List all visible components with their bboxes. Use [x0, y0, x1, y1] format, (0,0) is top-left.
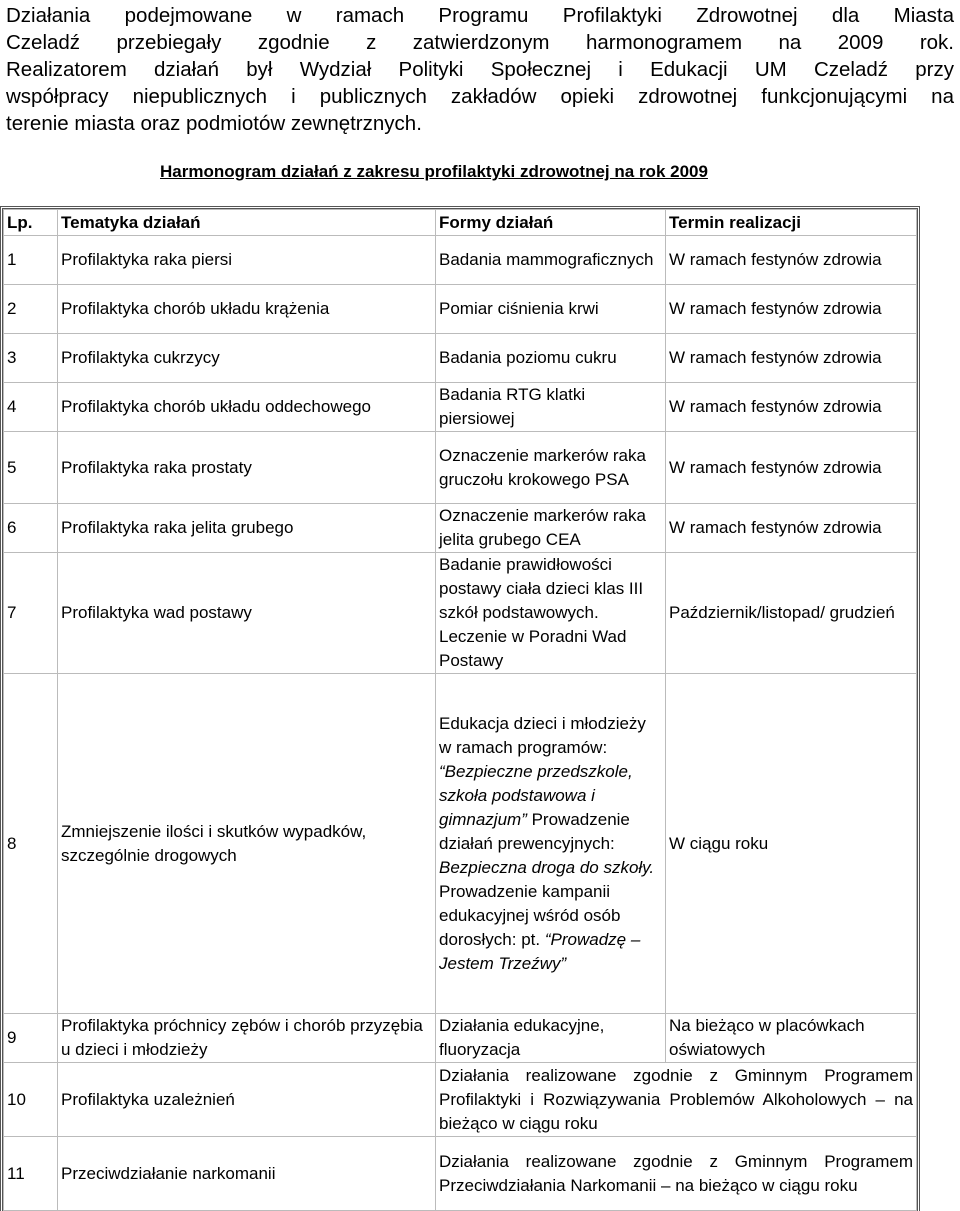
cell-topic: Profilaktyka chorób układu oddechowego — [58, 383, 436, 432]
header-form: Formy działań — [436, 210, 666, 236]
cell-lp: 5 — [4, 432, 58, 504]
cell-lp: 1 — [4, 236, 58, 285]
cell-form: Pomiar ciśnienia krwi — [436, 285, 666, 334]
intro-line: Działania podejmowane w ramach Programu Profilaktyki Zdrowotnej dla Miasta — [6, 4, 954, 27]
table-row — [4, 285, 917, 334]
cell-topic: Profilaktyka raka piersi — [58, 236, 436, 285]
table-row — [4, 383, 917, 432]
intro-line: terenie miasta oraz podmiotów zewnętrznych. — [6, 112, 422, 135]
cell-lp: 7 — [4, 553, 58, 674]
table-row — [4, 236, 917, 285]
schedule-table — [3, 209, 917, 1211]
cell-form: Działania edukacyjne, fluoryzacja — [436, 1014, 666, 1063]
cell-term: W ramach festynów zdrowia — [666, 504, 917, 553]
cell-form: Badania RTG klatki piersiowej — [436, 383, 666, 432]
cell-topic: Profilaktyka cukrzycy — [58, 334, 436, 383]
header-term: Termin realizacji — [666, 210, 917, 236]
schedule-title: Harmonogram działań z zakresu profilaktyki zdrowotnej na rok 2009 — [160, 162, 708, 181]
cell-lp: 11 — [4, 1137, 58, 1211]
intro-line: Realizatorem działań był Wydział Polityki Społecznej i Edukacji UM Czeladź przy — [6, 58, 954, 81]
cell-term: Październik/listopad/ grudzień — [666, 553, 917, 674]
table-row — [4, 674, 917, 1014]
header-lp: Lp. — [4, 210, 58, 236]
cell-term: Na bieżąco w placówkach oświatowych — [666, 1014, 917, 1063]
cell-lp: 10 — [4, 1063, 58, 1137]
cell-term: W ciągu roku — [666, 674, 917, 1014]
cell-term: W ramach festynów zdrowia — [666, 285, 917, 334]
campaign-name: “Prowadzę – Jestem Trzeźwy” — [439, 929, 641, 973]
cell-lp: 6 — [4, 504, 58, 553]
form-text-part: Edukacja dzieci i młodzieży w ramach programów: — [439, 713, 646, 757]
cell-topic: Profilaktyka wad postawy — [58, 553, 436, 674]
cell-form — [436, 674, 666, 1014]
intro-line: współpracy niepublicznych i publicznych zakładów opieki zdrowotnej funkcjonującymi na — [6, 85, 954, 108]
cell-form: Badanie prawidłowości postawy ciała dzieci klas III szkół podstawowych. Leczenie w Poradni Wad Postawy — [436, 553, 666, 674]
table-row — [4, 553, 917, 674]
header-topic: Tematyka działań — [58, 210, 436, 236]
program-name: “Bezpieczne przedszkole, szkoła podstawowa i gimnazjum” — [439, 761, 633, 829]
table-row — [4, 1063, 917, 1137]
form-text-part: Prowadzenie kampanii edukacyjnej wśród osób dorosłych: pt. — [439, 881, 621, 949]
intro-line: Czeladź przebiegały zgodnie z zatwierdzonym harmonogramem na 2009 rok. — [6, 31, 954, 54]
form-text-part: Prowadzenie działań prewencyjnych: — [439, 809, 630, 853]
cell-term: W ramach festynów zdrowia — [666, 236, 917, 285]
cell-lp: 4 — [4, 383, 58, 432]
cell-term: W ramach festynów zdrowia — [666, 334, 917, 383]
cell-form: Badania poziomu cukru — [436, 334, 666, 383]
cell-lp: 9 — [4, 1014, 58, 1063]
cell-form: Badania mammograficznych — [436, 236, 666, 285]
table-row — [4, 432, 917, 504]
table-row — [4, 1137, 917, 1211]
cell-topic: Profilaktyka chorób układu krążenia — [58, 285, 436, 334]
cell-merged: Działania realizowane zgodnie z Gminnym Programem Przeciwdziałania Narkomanii – na bieżąco w ciągu roku — [436, 1137, 917, 1211]
table-header-row — [4, 210, 917, 236]
table-row — [4, 334, 917, 383]
cell-topic: Profilaktyka próchnicy zębów i chorób przyzębia u dzieci i młodzieży — [58, 1014, 436, 1063]
cell-topic: Przeciwdziałanie narkomanii — [58, 1137, 436, 1211]
cell-form: Oznaczenie markerów raka gruczołu krokowego PSA — [436, 432, 666, 504]
table-row — [4, 504, 917, 553]
cell-term: W ramach festynów zdrowia — [666, 383, 917, 432]
cell-form: Oznaczenie markerów raka jelita grubego CEA — [436, 504, 666, 553]
cell-lp: 2 — [4, 285, 58, 334]
table-row — [4, 1014, 917, 1063]
cell-merged: Działania realizowane zgodnie z Gminnym Programem Profilaktyki i Rozwiązywania Problemów Alkoholowych – na bieżąco w ciągu roku — [436, 1063, 917, 1137]
cell-term: W ramach festynów zdrowia — [666, 432, 917, 504]
intro-paragraph — [6, 2, 954, 137]
cell-topic: Profilaktyka uzależnień — [58, 1063, 436, 1137]
cell-lp: 3 — [4, 334, 58, 383]
cell-topic: Profilaktyka raka jelita grubego — [58, 504, 436, 553]
cell-topic: Zmniejszenie ilości i skutków wypadków, szczególnie drogowych — [58, 674, 436, 1014]
cell-lp: 8 — [4, 674, 58, 1014]
program-name: Bezpieczna droga do szkoły. — [439, 857, 655, 877]
cell-topic: Profilaktyka raka prostaty — [58, 432, 436, 504]
